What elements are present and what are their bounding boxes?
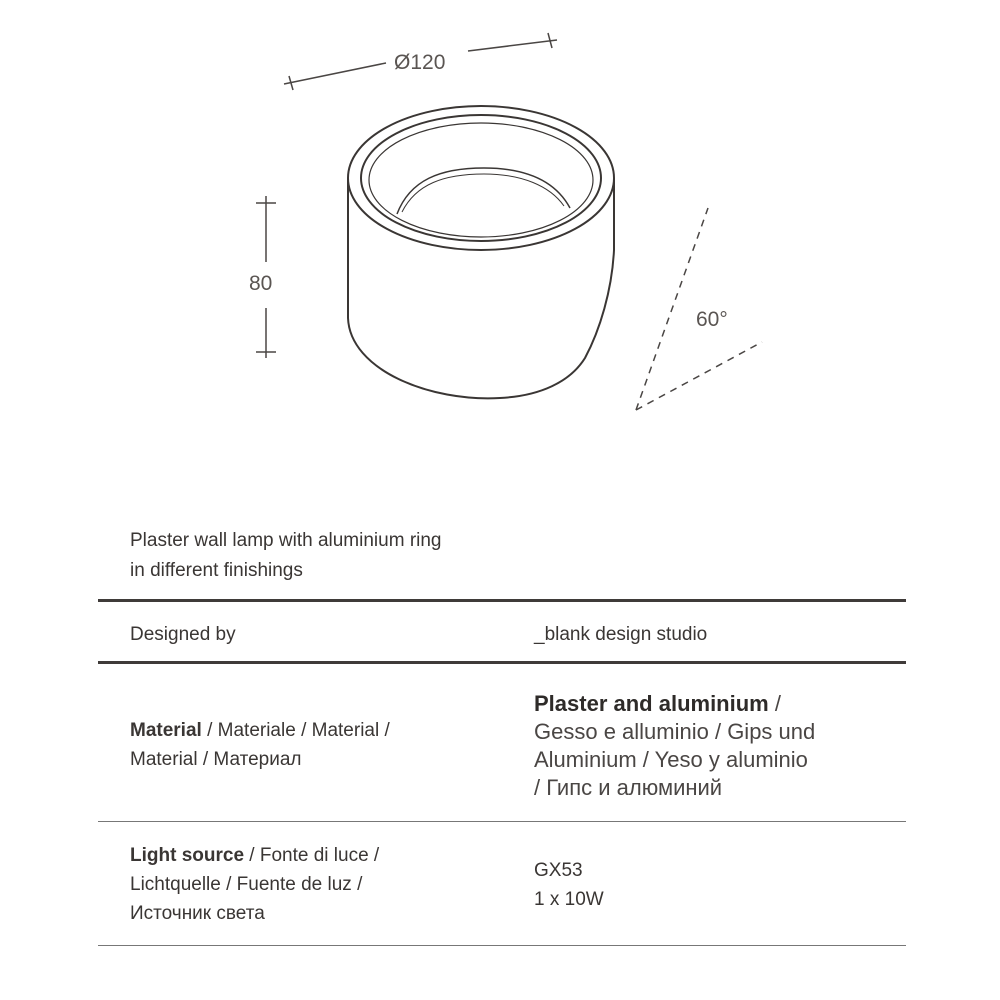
material-value-line-2: Gesso e alluminio / Gips und xyxy=(534,719,816,744)
description-line-1: Plaster wall lamp with aluminium ring xyxy=(130,530,442,551)
designed-by-value-text: _blank design studio xyxy=(534,624,708,645)
light-source-label-line-1 xyxy=(130,841,490,870)
diameter-label: Ø120 xyxy=(394,51,446,74)
material-label xyxy=(130,716,490,774)
light-source-label-strong: Light source xyxy=(130,845,245,866)
lamp-body xyxy=(348,106,614,398)
material-value-strong: Plaster and aluminium xyxy=(534,691,769,716)
product-description xyxy=(130,526,570,586)
material-value-sep: / xyxy=(768,691,781,716)
material-value xyxy=(534,690,904,802)
designed-by-label xyxy=(130,620,490,649)
light-source-value-line-2: 1 x 10W xyxy=(534,889,604,910)
light-source-label-line-2: Lichtquelle / Fuente de luz / xyxy=(130,874,363,895)
material-value-line-3: Aluminium / Yeso y aluminio xyxy=(534,747,808,772)
material-label-strong: Material xyxy=(130,720,202,741)
material-label-line-1 xyxy=(130,716,490,745)
description-line-2: in different finishings xyxy=(130,560,303,581)
light-source-value-line-1: GX53 xyxy=(534,860,583,881)
material-label-line-2: Material / Материал xyxy=(130,749,302,770)
material-value-line-4: / Гипс и алюминий xyxy=(534,775,723,800)
light-row-rule xyxy=(98,945,906,946)
material-row-rule xyxy=(98,821,906,822)
designed-by-value xyxy=(534,620,894,649)
table-top-rule xyxy=(98,599,906,602)
light-source-label xyxy=(130,841,490,928)
designed-by-label-text: Designed by xyxy=(130,624,236,645)
angle-label: 60° xyxy=(696,308,728,331)
light-source-label-rest: / Fonte di luce / xyxy=(244,845,380,866)
height-label: 80 xyxy=(249,272,273,295)
light-source-label-line-3: Источник света xyxy=(130,903,265,924)
material-label-rest: / Materiale / Material / xyxy=(201,720,390,741)
technical-drawing xyxy=(0,0,1000,470)
light-source-value xyxy=(534,856,894,914)
material-value-line-1 xyxy=(534,690,904,718)
header-bottom-rule xyxy=(98,661,906,664)
